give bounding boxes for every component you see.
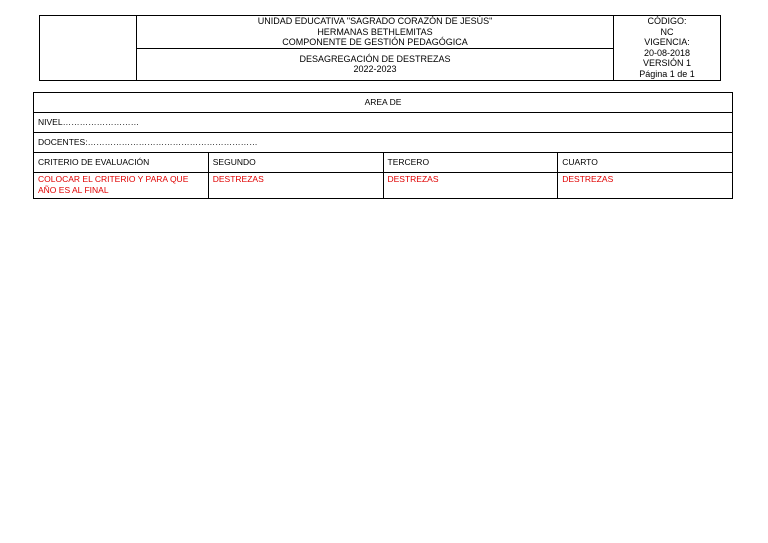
criterio-instruction-cell: COLOCAR EL CRITERIO Y PARA QUE AÑO ES AL FINAL: [34, 173, 209, 199]
code-label: CÓDIGO:: [647, 16, 687, 27]
code-value: NC: [660, 26, 674, 37]
column-header-criterio: CRITERIO DE EVALUACIÓN: [34, 153, 209, 173]
version-label: VERSIÓN 1: [642, 58, 691, 69]
congregation-name: HERMANAS BETHLEMITAS: [317, 26, 433, 37]
destrezas-cuarto-cell: DESTREZAS: [558, 173, 733, 199]
document-info: [614, 16, 721, 81]
school-year: 2022-2023: [353, 64, 397, 74]
column-header-segundo: SEGUNDO: [208, 153, 383, 173]
nivel-cell: NIVEL………………………: [34, 113, 733, 133]
area-cell: AREA DE: [34, 93, 733, 113]
validity-date: 20-08-2018: [643, 47, 691, 58]
docentes-cell: DOCENTES:……………………………………………………: [34, 133, 733, 153]
validity-label: VIGENCIA:: [644, 37, 690, 48]
destrezas-segundo-cell: DESTREZAS: [208, 173, 383, 199]
document-header: [39, 15, 721, 81]
column-header-cuarto: CUARTO: [558, 153, 733, 173]
logo-cell: [40, 16, 137, 81]
destrezas-tercero-cell: DESTREZAS: [383, 173, 558, 199]
page-indicator: Página 1 de 1: [639, 68, 695, 79]
document-title-block: [137, 48, 614, 80]
document-title: DESAGREGACIÓN DE DESTREZAS: [299, 53, 451, 64]
destrezas-table: [33, 92, 733, 199]
institution-block: [137, 16, 614, 49]
institution-name: UNIDAD EDUCATIVA "SAGRADO CORAZÓN DE JESÚS": [257, 16, 493, 26]
component-name: COMPONENTE DE GESTIÓN PEDAGÓGICA: [282, 37, 468, 47]
column-header-tercero: TERCERO: [383, 153, 558, 173]
